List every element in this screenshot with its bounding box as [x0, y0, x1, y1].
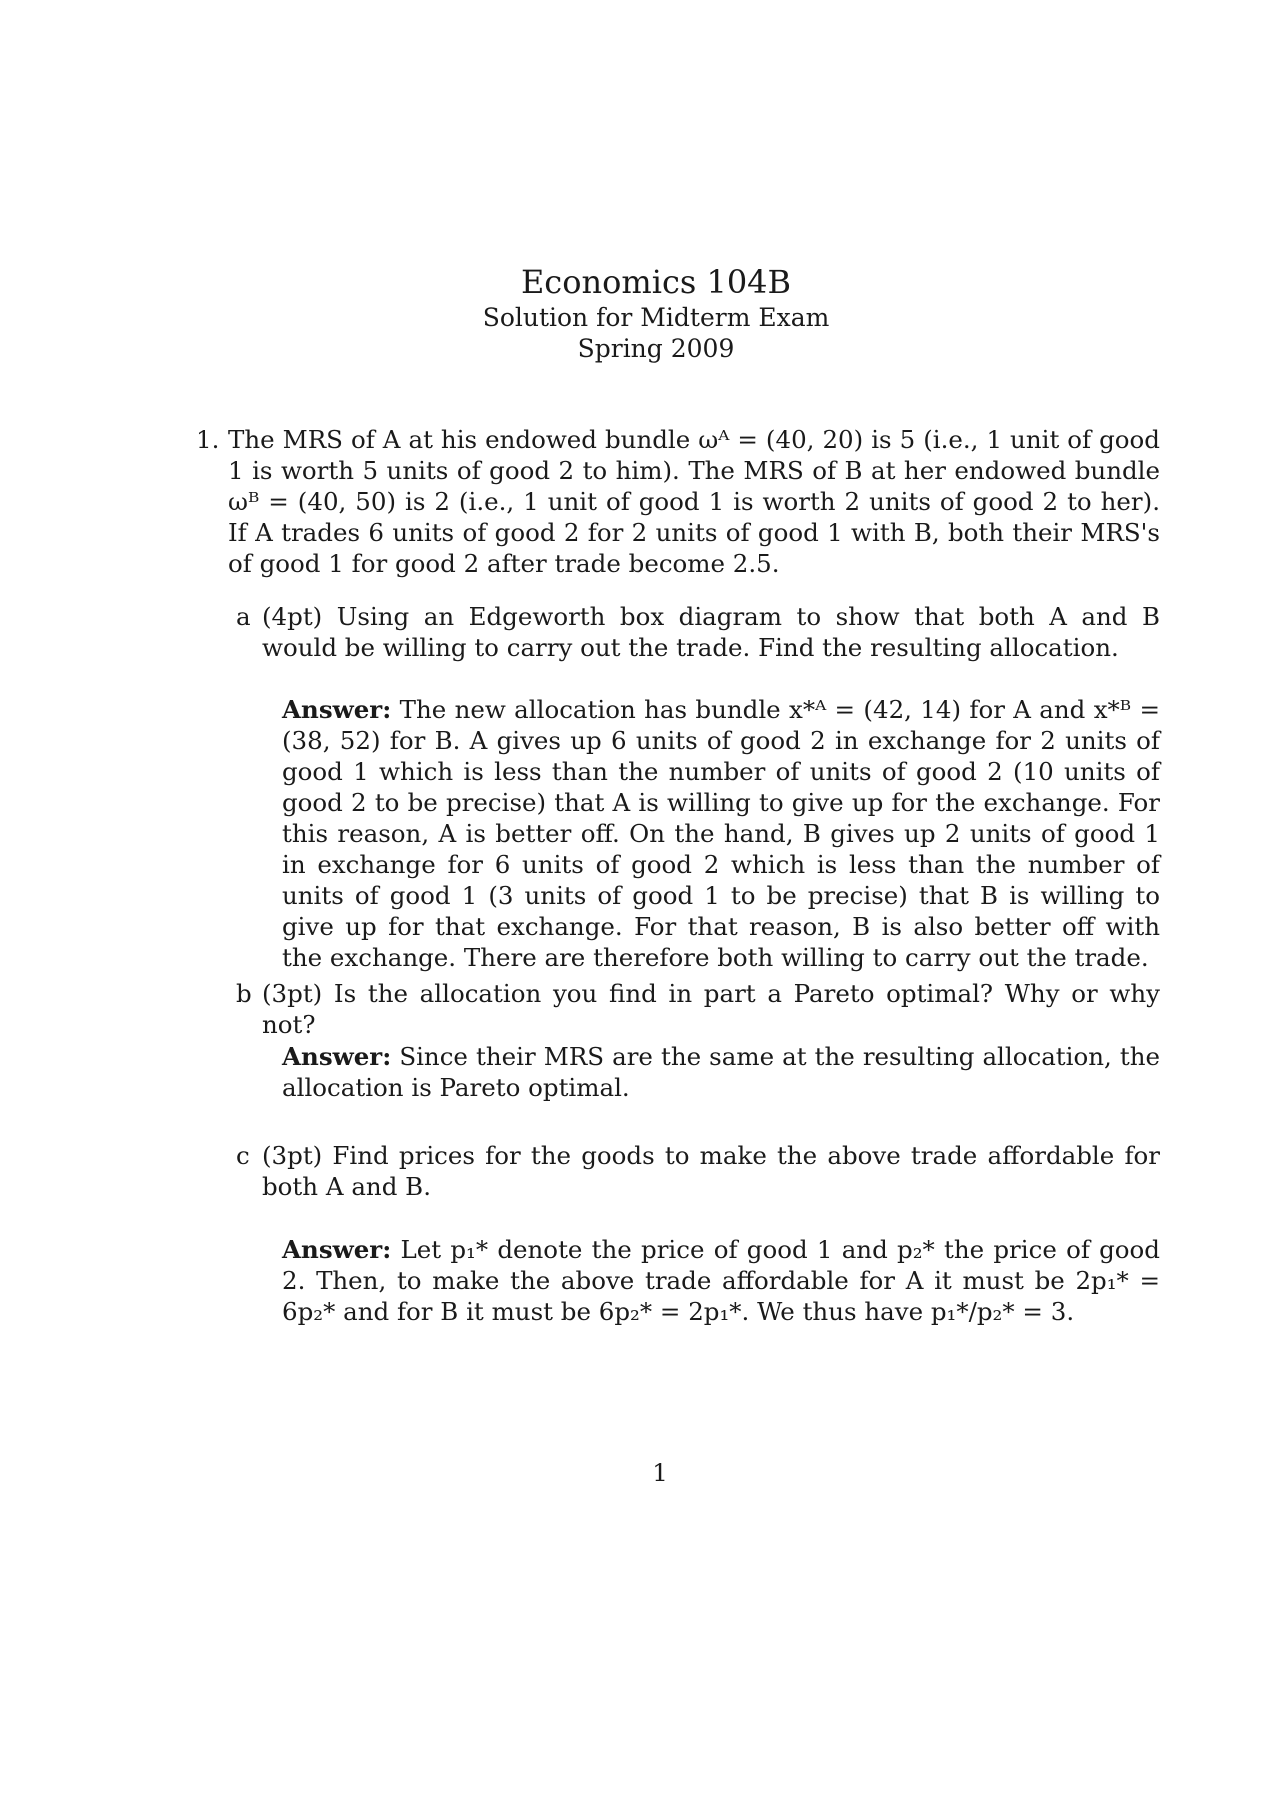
answer-b	[282, 1041, 1160, 1103]
answer-label: Answer:	[282, 695, 392, 724]
answer-label: Answer:	[282, 1235, 392, 1264]
exam-subtitle: Solution for Midterm Exam	[482, 303, 830, 332]
answer-label: Answer:	[282, 1042, 392, 1071]
exam-term: Spring 2009	[577, 334, 735, 363]
answer-text: Let p₁* denote the price of good 1 and p₂* the price of good 2. Then, to make the above trade affordable for A it must be 2p₁* = 6p₂* and for B it must be 6p₂* = 2p₁*. We thus have p₁*/p₂* = 3.	[282, 1235, 1160, 1326]
answer-text: Since their MRS are the same at the resulting allocation, the allocation is Pareto optimal.	[282, 1042, 1160, 1102]
part-label: a	[236, 602, 251, 631]
part-question: (3pt) Is the allocation you find in part a Pareto optimal? Why or why not?	[262, 979, 1160, 1039]
problem-statement: The MRS of A at his endowed bundle ωᴬ = (40, 20) is 5 (i.e., 1 unit of good 1 is worth 5 units of good 2 to him). The MRS of B at her endowed bundle ωᴮ = (40, 50) is 2 (i.e., 1 unit of good 1 is worth 2 units of good 2 to her). If A trades 6 units of good 2 for 2 units of good 1 with B, both their MRS's of good 1 for good 2 after trade become 2.5.	[228, 425, 1160, 578]
part-c	[236, 1140, 1160, 1202]
part-a	[236, 601, 1160, 663]
part-label: b	[236, 979, 252, 1008]
title-block	[0, 262, 1280, 364]
problem-1	[196, 424, 1160, 579]
course-title: Economics 104B	[520, 263, 792, 301]
answer-text: The new allocation has bundle x*ᴬ = (42, 14) for A and x*ᴮ = (38, 52) for B. A gives up 6 units of good 2 in exchange for 2 units of good 1 which is less than the number of units of good 2 (10 units of good 2 to be precise) that A is willing to give up for the exchange. For this reason, A is better off. On the hand, B gives up 2 units of good 1 in exchange for 6 units of good 2 which is less than the number of units of good 1 (3 units of good 1 to be precise) that B is willing to give up for that exchange. For that reason, B is also better off with the exchange. There are therefore both willing to carry out the trade.	[282, 695, 1160, 972]
part-b	[236, 978, 1160, 1040]
problem-number: 1.	[196, 425, 220, 454]
part-label: c	[236, 1141, 250, 1170]
part-question: (4pt) Using an Edgeworth box diagram to show that both A and B would be willing to carry out the trade. Find the resulting allocation.	[262, 602, 1160, 662]
answer-a	[282, 694, 1160, 973]
page-number: 1	[652, 1458, 668, 1487]
part-question: (3pt) Find prices for the goods to make the above trade affordable for both A and B.	[262, 1141, 1160, 1201]
answer-c	[282, 1234, 1160, 1327]
